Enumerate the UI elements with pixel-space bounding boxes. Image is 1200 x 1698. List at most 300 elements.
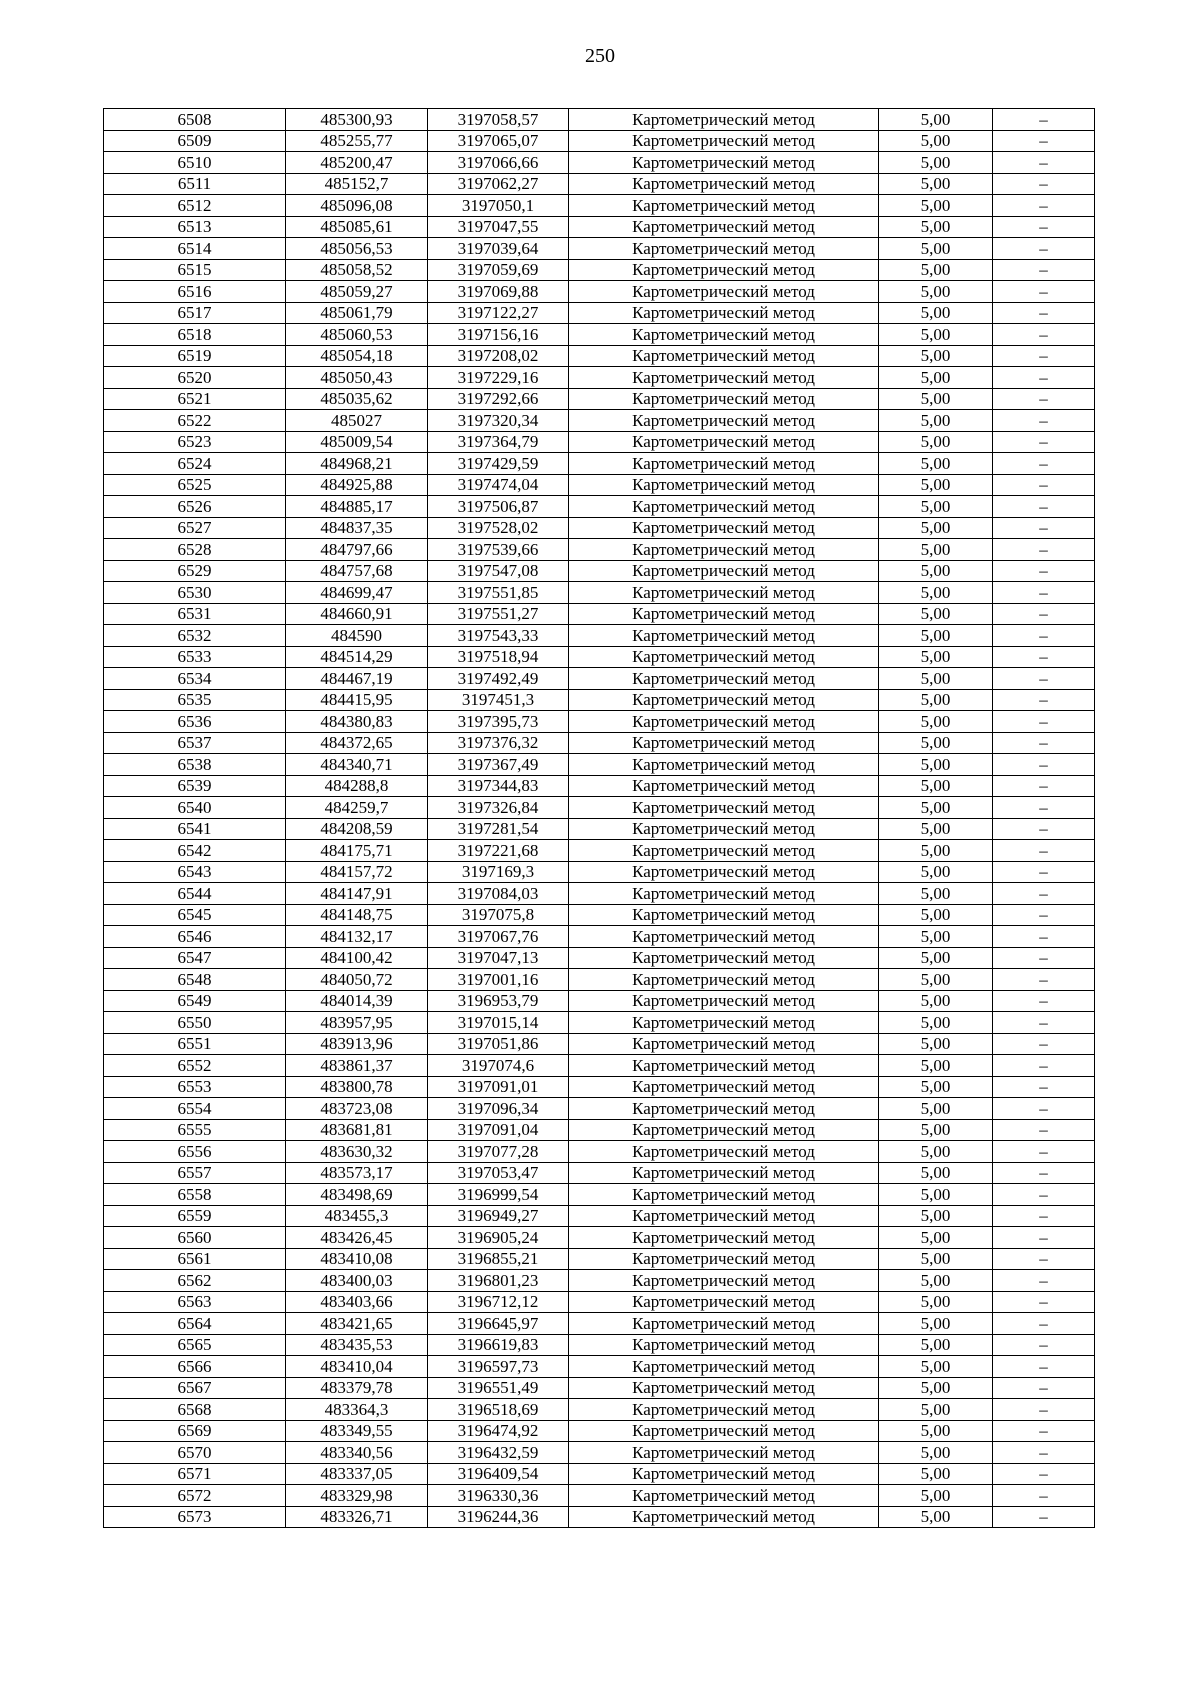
- description-cell: –: [993, 1291, 1095, 1313]
- point-number-cell: 6569: [104, 1420, 286, 1442]
- y-coordinate-cell: 3197376,32: [428, 732, 569, 754]
- y-coordinate-cell: 3197539,66: [428, 539, 569, 561]
- table-row: [104, 926, 1095, 948]
- x-coordinate-cell: 483861,37: [286, 1055, 428, 1077]
- table-row: [104, 324, 1095, 346]
- method-cell: Картометрический метод: [569, 1270, 879, 1292]
- accuracy-cell: 5,00: [879, 388, 993, 410]
- table-row: [104, 1334, 1095, 1356]
- table-row: [104, 1420, 1095, 1442]
- point-number-cell: 6561: [104, 1248, 286, 1270]
- accuracy-cell: 5,00: [879, 1291, 993, 1313]
- y-coordinate-cell: 3197077,28: [428, 1141, 569, 1163]
- table-row: [104, 582, 1095, 604]
- x-coordinate-cell: 483723,08: [286, 1098, 428, 1120]
- description-cell: –: [993, 840, 1095, 862]
- description-cell: –: [993, 1506, 1095, 1528]
- y-coordinate-cell: 3197492,49: [428, 668, 569, 690]
- description-cell: –: [993, 1399, 1095, 1421]
- x-coordinate-cell: 485255,77: [286, 130, 428, 152]
- point-number-cell: 6524: [104, 453, 286, 475]
- accuracy-cell: 5,00: [879, 904, 993, 926]
- table-row: [104, 216, 1095, 238]
- y-coordinate-cell: 3197039,64: [428, 238, 569, 260]
- description-cell: –: [993, 1076, 1095, 1098]
- point-number-cell: 6551: [104, 1033, 286, 1055]
- table-row: [104, 345, 1095, 367]
- x-coordinate-cell: 484208,59: [286, 818, 428, 840]
- point-number-cell: 6549: [104, 990, 286, 1012]
- table-row: [104, 625, 1095, 647]
- table-row: [104, 1098, 1095, 1120]
- description-cell: –: [993, 173, 1095, 195]
- x-coordinate-cell: 484175,71: [286, 840, 428, 862]
- method-cell: Картометрический метод: [569, 1248, 879, 1270]
- accuracy-cell: 5,00: [879, 281, 993, 303]
- method-cell: Картометрический метод: [569, 1442, 879, 1464]
- table-row: [104, 367, 1095, 389]
- y-coordinate-cell: 3197091,01: [428, 1076, 569, 1098]
- y-coordinate-cell: 3197053,47: [428, 1162, 569, 1184]
- x-coordinate-cell: 483957,95: [286, 1012, 428, 1034]
- description-cell: –: [993, 1313, 1095, 1335]
- point-number-cell: 6565: [104, 1334, 286, 1356]
- x-coordinate-cell: 485061,79: [286, 302, 428, 324]
- description-cell: –: [993, 1119, 1095, 1141]
- table-row: [104, 259, 1095, 281]
- y-coordinate-cell: 3196551,49: [428, 1377, 569, 1399]
- point-number-cell: 6513: [104, 216, 286, 238]
- description-cell: –: [993, 1033, 1095, 1055]
- description-cell: –: [993, 367, 1095, 389]
- x-coordinate-cell: 483364,3: [286, 1399, 428, 1421]
- table-row: [104, 195, 1095, 217]
- method-cell: Картометрический метод: [569, 1119, 879, 1141]
- table-row: [104, 732, 1095, 754]
- y-coordinate-cell: 3197066,66: [428, 152, 569, 174]
- accuracy-cell: 5,00: [879, 410, 993, 432]
- table-row: [104, 130, 1095, 152]
- method-cell: Картометрический метод: [569, 130, 879, 152]
- accuracy-cell: 5,00: [879, 1356, 993, 1378]
- accuracy-cell: 5,00: [879, 1463, 993, 1485]
- description-cell: –: [993, 431, 1095, 453]
- point-number-cell: 6514: [104, 238, 286, 260]
- y-coordinate-cell: 3196855,21: [428, 1248, 569, 1270]
- description-cell: –: [993, 668, 1095, 690]
- x-coordinate-cell: 485009,54: [286, 431, 428, 453]
- description-cell: –: [993, 1485, 1095, 1507]
- table-row: [104, 1205, 1095, 1227]
- table-row: [104, 1141, 1095, 1163]
- point-number-cell: 6515: [104, 259, 286, 281]
- table-row: [104, 1313, 1095, 1335]
- accuracy-cell: 5,00: [879, 947, 993, 969]
- table-row: [104, 947, 1095, 969]
- y-coordinate-cell: 3197292,66: [428, 388, 569, 410]
- method-cell: Картометрический метод: [569, 1162, 879, 1184]
- method-cell: Картометрический метод: [569, 1506, 879, 1528]
- description-cell: –: [993, 281, 1095, 303]
- y-coordinate-cell: 3197059,69: [428, 259, 569, 281]
- table-row: [104, 560, 1095, 582]
- x-coordinate-cell: 483913,96: [286, 1033, 428, 1055]
- accuracy-cell: 5,00: [879, 152, 993, 174]
- y-coordinate-cell: 3197058,57: [428, 109, 569, 131]
- method-cell: Картометрический метод: [569, 216, 879, 238]
- x-coordinate-cell: 483329,98: [286, 1485, 428, 1507]
- method-cell: Картометрический метод: [569, 754, 879, 776]
- x-coordinate-cell: 485035,62: [286, 388, 428, 410]
- y-coordinate-cell: 3196330,36: [428, 1485, 569, 1507]
- table-row: [104, 1270, 1095, 1292]
- table-row: [104, 1485, 1095, 1507]
- table-row: [104, 388, 1095, 410]
- y-coordinate-cell: 3196801,23: [428, 1270, 569, 1292]
- description-cell: –: [993, 1184, 1095, 1206]
- x-coordinate-cell: 484050,72: [286, 969, 428, 991]
- method-cell: Картометрический метод: [569, 388, 879, 410]
- description-cell: –: [993, 711, 1095, 733]
- table-row: [104, 603, 1095, 625]
- y-coordinate-cell: 3196645,97: [428, 1313, 569, 1335]
- description-cell: –: [993, 1141, 1095, 1163]
- x-coordinate-cell: 484885,17: [286, 496, 428, 518]
- point-number-cell: 6571: [104, 1463, 286, 1485]
- accuracy-cell: 5,00: [879, 238, 993, 260]
- x-coordinate-cell: 485059,27: [286, 281, 428, 303]
- x-coordinate-cell: 483410,04: [286, 1356, 428, 1378]
- x-coordinate-cell: 483337,05: [286, 1463, 428, 1485]
- x-coordinate-cell: 485050,43: [286, 367, 428, 389]
- accuracy-cell: 5,00: [879, 302, 993, 324]
- table-row: [104, 173, 1095, 195]
- x-coordinate-cell: 483379,78: [286, 1377, 428, 1399]
- point-number-cell: 6543: [104, 861, 286, 883]
- method-cell: Картометрический метод: [569, 840, 879, 862]
- point-number-cell: 6555: [104, 1119, 286, 1141]
- description-cell: –: [993, 1098, 1095, 1120]
- description-cell: –: [993, 797, 1095, 819]
- y-coordinate-cell: 3196244,36: [428, 1506, 569, 1528]
- method-cell: Картометрический метод: [569, 1399, 879, 1421]
- y-coordinate-cell: 3197518,94: [428, 646, 569, 668]
- table-row: [104, 754, 1095, 776]
- description-cell: –: [993, 646, 1095, 668]
- x-coordinate-cell: 485096,08: [286, 195, 428, 217]
- x-coordinate-cell: 483349,55: [286, 1420, 428, 1442]
- description-cell: –: [993, 625, 1095, 647]
- description-cell: –: [993, 883, 1095, 905]
- table-row: [104, 517, 1095, 539]
- method-cell: Картометрический метод: [569, 646, 879, 668]
- description-cell: –: [993, 969, 1095, 991]
- point-number-cell: 6546: [104, 926, 286, 948]
- method-cell: Картометрический метод: [569, 1420, 879, 1442]
- point-number-cell: 6544: [104, 883, 286, 905]
- table-row: [104, 1076, 1095, 1098]
- description-cell: –: [993, 1334, 1095, 1356]
- table-row: [104, 990, 1095, 1012]
- point-number-cell: 6545: [104, 904, 286, 926]
- accuracy-cell: 5,00: [879, 1162, 993, 1184]
- method-cell: Картометрический метод: [569, 990, 879, 1012]
- point-number-cell: 6553: [104, 1076, 286, 1098]
- method-cell: Картометрический метод: [569, 474, 879, 496]
- table-row: [104, 711, 1095, 733]
- x-coordinate-cell: 484380,83: [286, 711, 428, 733]
- accuracy-cell: 5,00: [879, 1248, 993, 1270]
- accuracy-cell: 5,00: [879, 1119, 993, 1141]
- point-number-cell: 6533: [104, 646, 286, 668]
- description-cell: –: [993, 732, 1095, 754]
- accuracy-cell: 5,00: [879, 1205, 993, 1227]
- table-row: [104, 109, 1095, 131]
- method-cell: Картометрический метод: [569, 238, 879, 260]
- accuracy-cell: 5,00: [879, 732, 993, 754]
- x-coordinate-cell: 484837,35: [286, 517, 428, 539]
- x-coordinate-cell: 485300,93: [286, 109, 428, 131]
- point-number-cell: 6530: [104, 582, 286, 604]
- accuracy-cell: 5,00: [879, 1184, 993, 1206]
- table-row: [104, 1248, 1095, 1270]
- method-cell: Картометрический метод: [569, 603, 879, 625]
- y-coordinate-cell: 3196949,27: [428, 1205, 569, 1227]
- x-coordinate-cell: 483630,32: [286, 1141, 428, 1163]
- method-cell: Картометрический метод: [569, 302, 879, 324]
- description-cell: –: [993, 689, 1095, 711]
- x-coordinate-cell: 485152,7: [286, 173, 428, 195]
- table-row: [104, 1506, 1095, 1528]
- y-coordinate-cell: 3196953,79: [428, 990, 569, 1012]
- table-row: [104, 904, 1095, 926]
- coordinates-table: [103, 108, 1095, 1528]
- y-coordinate-cell: 3197062,27: [428, 173, 569, 195]
- y-coordinate-cell: 3197122,27: [428, 302, 569, 324]
- y-coordinate-cell: 3197067,76: [428, 926, 569, 948]
- table-row: [104, 840, 1095, 862]
- method-cell: Картометрический метод: [569, 496, 879, 518]
- point-number-cell: 6566: [104, 1356, 286, 1378]
- description-cell: –: [993, 216, 1095, 238]
- x-coordinate-cell: 483573,17: [286, 1162, 428, 1184]
- x-coordinate-cell: 484925,88: [286, 474, 428, 496]
- accuracy-cell: 5,00: [879, 1485, 993, 1507]
- method-cell: Картометрический метод: [569, 410, 879, 432]
- method-cell: Картометрический метод: [569, 1076, 879, 1098]
- table-row: [104, 1162, 1095, 1184]
- table-row: [104, 818, 1095, 840]
- method-cell: Картометрический метод: [569, 560, 879, 582]
- x-coordinate-cell: 484288,8: [286, 775, 428, 797]
- x-coordinate-cell: 483403,66: [286, 1291, 428, 1313]
- y-coordinate-cell: 3197281,54: [428, 818, 569, 840]
- point-number-cell: 6511: [104, 173, 286, 195]
- y-coordinate-cell: 3197169,3: [428, 861, 569, 883]
- method-cell: Картометрический метод: [569, 1291, 879, 1313]
- y-coordinate-cell: 3196432,59: [428, 1442, 569, 1464]
- table-row: [104, 281, 1095, 303]
- accuracy-cell: 5,00: [879, 1227, 993, 1249]
- point-number-cell: 6541: [104, 818, 286, 840]
- x-coordinate-cell: 483800,78: [286, 1076, 428, 1098]
- method-cell: Картометрический метод: [569, 689, 879, 711]
- description-cell: –: [993, 517, 1095, 539]
- accuracy-cell: 5,00: [879, 990, 993, 1012]
- point-number-cell: 6554: [104, 1098, 286, 1120]
- accuracy-cell: 5,00: [879, 517, 993, 539]
- x-coordinate-cell: 484157,72: [286, 861, 428, 883]
- table-row: [104, 496, 1095, 518]
- point-number-cell: 6509: [104, 130, 286, 152]
- description-cell: –: [993, 345, 1095, 367]
- y-coordinate-cell: 3197429,59: [428, 453, 569, 475]
- x-coordinate-cell: 484259,7: [286, 797, 428, 819]
- description-cell: –: [993, 754, 1095, 776]
- accuracy-cell: 5,00: [879, 1098, 993, 1120]
- point-number-cell: 6563: [104, 1291, 286, 1313]
- accuracy-cell: 5,00: [879, 1334, 993, 1356]
- point-number-cell: 6567: [104, 1377, 286, 1399]
- description-cell: –: [993, 453, 1095, 475]
- point-number-cell: 6548: [104, 969, 286, 991]
- point-number-cell: 6526: [104, 496, 286, 518]
- x-coordinate-cell: 485060,53: [286, 324, 428, 346]
- description-cell: –: [993, 1463, 1095, 1485]
- method-cell: Картометрический метод: [569, 1033, 879, 1055]
- table-row: [104, 1463, 1095, 1485]
- point-number-cell: 6535: [104, 689, 286, 711]
- table-body: [104, 109, 1095, 1528]
- table-row: [104, 1012, 1095, 1034]
- point-number-cell: 6517: [104, 302, 286, 324]
- method-cell: Картометрический метод: [569, 324, 879, 346]
- y-coordinate-cell: 3197364,79: [428, 431, 569, 453]
- y-coordinate-cell: 3197395,73: [428, 711, 569, 733]
- method-cell: Картометрический метод: [569, 1012, 879, 1034]
- table-row: [104, 1399, 1095, 1421]
- method-cell: Картометрический метод: [569, 345, 879, 367]
- accuracy-cell: 5,00: [879, 1399, 993, 1421]
- table-row: [104, 152, 1095, 174]
- accuracy-cell: 5,00: [879, 345, 993, 367]
- accuracy-cell: 5,00: [879, 1076, 993, 1098]
- accuracy-cell: 5,00: [879, 496, 993, 518]
- x-coordinate-cell: 483455,3: [286, 1205, 428, 1227]
- description-cell: –: [993, 775, 1095, 797]
- y-coordinate-cell: 3196597,73: [428, 1356, 569, 1378]
- x-coordinate-cell: 484415,95: [286, 689, 428, 711]
- table-row: [104, 1291, 1095, 1313]
- table-row: [104, 1377, 1095, 1399]
- y-coordinate-cell: 3197050,1: [428, 195, 569, 217]
- x-coordinate-cell: 483421,65: [286, 1313, 428, 1335]
- x-coordinate-cell: 484590: [286, 625, 428, 647]
- y-coordinate-cell: 3197001,16: [428, 969, 569, 991]
- x-coordinate-cell: 484699,47: [286, 582, 428, 604]
- method-cell: Картометрический метод: [569, 883, 879, 905]
- description-cell: –: [993, 1442, 1095, 1464]
- description-cell: –: [993, 388, 1095, 410]
- accuracy-cell: 5,00: [879, 1420, 993, 1442]
- description-cell: –: [993, 1248, 1095, 1270]
- description-cell: –: [993, 1377, 1095, 1399]
- x-coordinate-cell: 483681,81: [286, 1119, 428, 1141]
- method-cell: Картометрический метод: [569, 1098, 879, 1120]
- point-number-cell: 6542: [104, 840, 286, 862]
- x-coordinate-cell: 484148,75: [286, 904, 428, 926]
- accuracy-cell: 5,00: [879, 173, 993, 195]
- point-number-cell: 6516: [104, 281, 286, 303]
- y-coordinate-cell: 3197091,04: [428, 1119, 569, 1141]
- table-row: [104, 453, 1095, 475]
- point-number-cell: 6539: [104, 775, 286, 797]
- point-number-cell: 6560: [104, 1227, 286, 1249]
- method-cell: Картометрический метод: [569, 711, 879, 733]
- description-cell: –: [993, 1055, 1095, 1077]
- y-coordinate-cell: 3197221,68: [428, 840, 569, 862]
- point-number-cell: 6536: [104, 711, 286, 733]
- accuracy-cell: 5,00: [879, 818, 993, 840]
- y-coordinate-cell: 3197069,88: [428, 281, 569, 303]
- method-cell: Картометрический метод: [569, 539, 879, 561]
- description-cell: –: [993, 152, 1095, 174]
- method-cell: Картометрический метод: [569, 1334, 879, 1356]
- description-cell: –: [993, 324, 1095, 346]
- table-row: [104, 861, 1095, 883]
- description-cell: –: [993, 818, 1095, 840]
- accuracy-cell: 5,00: [879, 195, 993, 217]
- point-number-cell: 6537: [104, 732, 286, 754]
- description-cell: –: [993, 259, 1095, 281]
- y-coordinate-cell: 3197208,02: [428, 345, 569, 367]
- point-number-cell: 6556: [104, 1141, 286, 1163]
- point-number-cell: 6572: [104, 1485, 286, 1507]
- table-row: [104, 238, 1095, 260]
- point-number-cell: 6510: [104, 152, 286, 174]
- table-row: [104, 539, 1095, 561]
- accuracy-cell: 5,00: [879, 883, 993, 905]
- description-cell: –: [993, 496, 1095, 518]
- point-number-cell: 6512: [104, 195, 286, 217]
- table-row: [104, 1055, 1095, 1077]
- point-number-cell: 6559: [104, 1205, 286, 1227]
- accuracy-cell: 5,00: [879, 1313, 993, 1335]
- accuracy-cell: 5,00: [879, 711, 993, 733]
- accuracy-cell: 5,00: [879, 539, 993, 561]
- accuracy-cell: 5,00: [879, 431, 993, 453]
- accuracy-cell: 5,00: [879, 130, 993, 152]
- point-number-cell: 6522: [104, 410, 286, 432]
- y-coordinate-cell: 3196999,54: [428, 1184, 569, 1206]
- y-coordinate-cell: 3197547,08: [428, 560, 569, 582]
- method-cell: Картометрический метод: [569, 195, 879, 217]
- x-coordinate-cell: 483340,56: [286, 1442, 428, 1464]
- description-cell: –: [993, 1356, 1095, 1378]
- description-cell: –: [993, 302, 1095, 324]
- table-row: [104, 1442, 1095, 1464]
- point-number-cell: 6527: [104, 517, 286, 539]
- point-number-cell: 6558: [104, 1184, 286, 1206]
- accuracy-cell: 5,00: [879, 1141, 993, 1163]
- method-cell: Картометрический метод: [569, 861, 879, 883]
- table-row: [104, 1227, 1095, 1249]
- point-number-cell: 6573: [104, 1506, 286, 1528]
- description-cell: –: [993, 539, 1095, 561]
- accuracy-cell: 5,00: [879, 582, 993, 604]
- x-coordinate-cell: 485085,61: [286, 216, 428, 238]
- x-coordinate-cell: 484968,21: [286, 453, 428, 475]
